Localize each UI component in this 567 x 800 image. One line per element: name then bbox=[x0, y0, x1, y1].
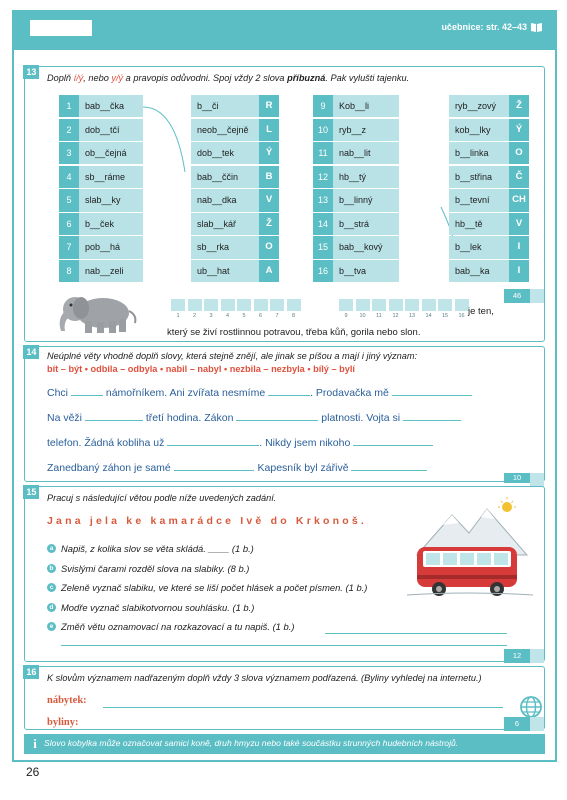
table-row bbox=[449, 119, 529, 141]
row-number: 10 bbox=[313, 119, 333, 141]
table-row bbox=[449, 95, 529, 117]
row-number: 13 bbox=[313, 189, 333, 211]
row-number: 3 bbox=[59, 142, 79, 164]
word-cell[interactable]: bab__čka bbox=[79, 95, 143, 117]
word-cell[interactable]: pob__há bbox=[79, 236, 143, 258]
score-box: 46 bbox=[504, 289, 530, 303]
table-row bbox=[59, 119, 143, 141]
answer-blank[interactable] bbox=[351, 460, 427, 471]
word-cell[interactable]: ryb__z bbox=[333, 119, 399, 141]
task-bullet: b bbox=[47, 564, 56, 573]
answer-blank[interactable] bbox=[167, 435, 259, 446]
word-cell[interactable]: b__lek bbox=[449, 236, 509, 258]
header-bar bbox=[14, 12, 555, 50]
table-row bbox=[449, 166, 529, 188]
table-row bbox=[313, 142, 399, 164]
word-cell[interactable]: dob__tek bbox=[191, 142, 259, 164]
table-row bbox=[449, 236, 529, 258]
word-pairs: bít – být • odbila – odbyla • nabil – nabyl • nezbila – nezbyla • bílý – bylí bbox=[47, 364, 355, 374]
word-cell[interactable]: nab__dka bbox=[191, 189, 259, 211]
answer-blank[interactable] bbox=[268, 385, 310, 396]
slot-number: 8 bbox=[291, 313, 296, 319]
answer-blank[interactable] bbox=[236, 410, 318, 421]
secret-letter: I bbox=[509, 260, 529, 282]
secret-slot[interactable] bbox=[188, 299, 202, 311]
secret-letter: B bbox=[259, 166, 279, 188]
secret-slot[interactable] bbox=[339, 299, 353, 311]
word-cell[interactable]: b__strá bbox=[333, 213, 399, 235]
secret-letter: I bbox=[509, 236, 529, 258]
secret-letter: Ž bbox=[259, 213, 279, 235]
secret-slot[interactable] bbox=[422, 299, 436, 311]
word-cell[interactable]: nab__zeli bbox=[79, 260, 143, 282]
exercise-15 bbox=[24, 486, 545, 662]
word-cell[interactable]: b__střina bbox=[449, 166, 509, 188]
secret-letter: O bbox=[509, 142, 529, 164]
book-icon bbox=[530, 22, 543, 33]
exercise-instruction: Pracuj s následující větou podle níže uvedených zadání. bbox=[47, 493, 277, 503]
exercise-number: 13 bbox=[23, 65, 39, 79]
table-row bbox=[191, 236, 279, 258]
table-row bbox=[191, 95, 279, 117]
sentence-line-2: Na věži třetí hodina. Zákon platnosti. Vojta si bbox=[47, 410, 461, 424]
category-label-herbs: byliny: bbox=[47, 717, 79, 728]
row-number: 9 bbox=[313, 95, 333, 117]
table-row bbox=[59, 142, 143, 164]
row-number: 8 bbox=[59, 260, 79, 282]
task-text: Zeleně vyznač slabiku, ve které se liší počet hlásek a počet písmen. (1 b.) bbox=[61, 582, 368, 593]
slot-number: 10 bbox=[359, 313, 366, 319]
answer-line[interactable] bbox=[103, 707, 503, 708]
textbook-reference: učebnice: str. 42–43 bbox=[441, 22, 527, 32]
slot-number: 9 bbox=[344, 313, 348, 319]
secret-letter: V bbox=[509, 213, 529, 235]
slot-number: 1 bbox=[176, 313, 180, 319]
row-number: 11 bbox=[313, 142, 333, 164]
answer-blank[interactable] bbox=[392, 385, 472, 396]
word-cell[interactable]: b__tevní bbox=[449, 189, 509, 211]
row-number: 6 bbox=[59, 213, 79, 235]
score-box: 10 bbox=[504, 473, 530, 483]
slot-number: 4 bbox=[225, 313, 230, 319]
word-cell[interactable]: neob__čejně bbox=[191, 119, 259, 141]
score-box: 6 bbox=[504, 717, 530, 731]
table-row bbox=[191, 260, 279, 282]
row-number: 5 bbox=[59, 189, 79, 211]
task-text: Svislými čarami rozděl slova na slabiky. (8 b.) bbox=[61, 562, 250, 574]
table-row bbox=[191, 119, 279, 141]
answer-blank[interactable] bbox=[174, 460, 252, 471]
elephant-icon bbox=[51, 289, 143, 335]
table-row bbox=[449, 142, 529, 164]
word-cell[interactable]: sb__rka bbox=[191, 236, 259, 258]
secret-letter: V bbox=[259, 189, 279, 211]
table-row bbox=[313, 236, 399, 258]
secret-letter: O bbox=[259, 236, 279, 258]
answer-line[interactable] bbox=[95, 729, 503, 730]
header-label-box bbox=[30, 20, 92, 36]
word-cell[interactable]: b__linný bbox=[333, 189, 399, 211]
answer-blank[interactable] bbox=[71, 385, 103, 396]
slot-number: 16 bbox=[458, 313, 465, 319]
answer-blank[interactable] bbox=[403, 410, 461, 421]
task-bullet: e bbox=[47, 622, 56, 631]
word-cell[interactable]: b__tva bbox=[333, 260, 399, 282]
word-cell[interactable]: nab__lit bbox=[333, 142, 399, 164]
slot-number: 3 bbox=[209, 313, 213, 319]
exercise-instruction: Doplň í/ý, nebo y/ý a pravopis odůvodni. Spoj vždy 2 slova příbuzná. Pak vylušti tajenku. bbox=[47, 73, 410, 83]
exercise-13 bbox=[24, 66, 545, 342]
answer-line[interactable] bbox=[325, 633, 507, 634]
row-number: 15 bbox=[313, 236, 333, 258]
secret-letter: Ý bbox=[259, 142, 279, 164]
globe-icon bbox=[519, 695, 543, 719]
word-cell[interactable]: bab__ka bbox=[449, 260, 509, 282]
bus-icon bbox=[407, 495, 533, 611]
table-row bbox=[313, 189, 399, 211]
exercise-instruction: Neúplné věty vhodně doplň slovy, která stejně znějí, ale jinak se píšou a mají i jiný význam: bbox=[47, 351, 418, 361]
sentence-line-4: Zanedbaný záhon je samé . Kapesník byl zářivě bbox=[47, 460, 427, 474]
secret-slot[interactable] bbox=[254, 299, 268, 311]
table-row bbox=[449, 213, 529, 235]
table-row bbox=[449, 189, 529, 211]
category-label-furniture: nábytek: bbox=[47, 695, 87, 706]
secret-slot[interactable] bbox=[221, 299, 235, 311]
table-row bbox=[449, 260, 529, 282]
row-number: 2 bbox=[59, 119, 79, 141]
row-number: 14 bbox=[313, 213, 333, 235]
secret-slot[interactable] bbox=[455, 299, 469, 311]
answer-line[interactable] bbox=[61, 645, 507, 646]
secret-letter: A bbox=[259, 260, 279, 282]
table-row bbox=[59, 236, 143, 258]
slot-number: 14 bbox=[425, 313, 432, 319]
slot-number: 6 bbox=[258, 313, 263, 319]
table-column-2 bbox=[191, 95, 279, 284]
exercise-number: 14 bbox=[23, 345, 39, 359]
riddle-text-b: který se živí rostlinnou potravou, třeba kůň, gorila nebo slon. bbox=[167, 327, 421, 338]
slot-number: 7 bbox=[275, 313, 279, 319]
table-row bbox=[59, 95, 143, 117]
slot-number: 2 bbox=[192, 313, 197, 319]
exercise-number: 15 bbox=[23, 485, 39, 499]
word-cell[interactable]: b__linka bbox=[449, 142, 509, 164]
table-row bbox=[191, 213, 279, 235]
slot-number: 5 bbox=[242, 313, 246, 319]
word-cell[interactable]: kob__lky bbox=[449, 119, 509, 141]
task-text: Modře vyznač slabikotvornou souhlásku. (1 b.) bbox=[61, 601, 255, 613]
row-number: 12 bbox=[313, 166, 333, 188]
table-row bbox=[313, 213, 399, 235]
task-text: Změň větu oznamovací na rozkazovací a tu napiš. (1 b.) bbox=[61, 621, 295, 632]
exercise-14 bbox=[24, 346, 545, 482]
secret-slot[interactable] bbox=[171, 299, 185, 311]
slot-number: 12 bbox=[392, 313, 399, 319]
slot-number: 11 bbox=[376, 313, 382, 319]
score-box: 12 bbox=[504, 649, 530, 663]
task-bullet: d bbox=[47, 603, 56, 612]
secret-slot[interactable] bbox=[270, 299, 284, 311]
table-column-3 bbox=[313, 95, 399, 284]
task-bullet: c bbox=[47, 583, 56, 592]
info-note bbox=[24, 734, 545, 754]
info-icon: i bbox=[33, 736, 37, 751]
word-cell[interactable]: dob__tčí bbox=[79, 119, 143, 141]
table-row bbox=[313, 260, 399, 282]
word-cell[interactable]: ryb__zový bbox=[449, 95, 509, 117]
task-bullet: a bbox=[47, 544, 56, 553]
table-row bbox=[313, 166, 399, 188]
word-cell[interactable]: b__ček bbox=[79, 213, 143, 235]
secret-letter: L bbox=[259, 119, 279, 141]
word-cell[interactable]: Kob__li bbox=[333, 95, 399, 117]
secret-letter: Ž bbox=[509, 95, 529, 117]
page-number: 26 bbox=[26, 765, 40, 779]
sentence-line-3: telefon. Žádná kobliha už . Nikdy jsem nikoho bbox=[47, 435, 433, 449]
secret-slot[interactable] bbox=[372, 299, 386, 311]
word-cell[interactable]: hb__tý bbox=[333, 166, 399, 188]
row-number: 1 bbox=[59, 95, 79, 117]
info-text: Slovo kobylka může označovat samici koně, druh hmyzu nebo také součástku strunných hudebních nástrojů. bbox=[44, 738, 459, 748]
task-text: Napiš, z kolika slov se věta skládá. ____ (1 b.) bbox=[61, 543, 254, 554]
target-sentence: Jana jela ke kamarádce Ivě do Krkonoš. bbox=[47, 515, 368, 527]
word-cell[interactable]: bab__kový bbox=[333, 236, 399, 258]
exercise-16 bbox=[24, 666, 545, 730]
word-cell[interactable]: ub__hat bbox=[191, 260, 259, 282]
exercise-instruction: K slovům významem nadřazeným doplň vždy 3 slova významem podřazená. (Byliny vyhledej na internetu.) bbox=[47, 673, 482, 683]
secret-slot[interactable] bbox=[287, 299, 301, 311]
word-cell[interactable]: bab__ččin bbox=[191, 166, 259, 188]
table-row bbox=[59, 189, 143, 211]
word-cell[interactable]: b__či bbox=[191, 95, 259, 117]
word-cell[interactable]: sb__ráme bbox=[79, 166, 143, 188]
slot-number: 15 bbox=[441, 313, 449, 319]
word-cell[interactable]: hb__tě bbox=[449, 213, 509, 235]
word-cell[interactable]: slab__kář bbox=[191, 213, 259, 235]
table-row bbox=[191, 189, 279, 211]
riddle-text-a: je ten, bbox=[468, 306, 494, 317]
secret-slot[interactable] bbox=[204, 299, 218, 311]
answer-blank[interactable] bbox=[85, 410, 143, 421]
table-row bbox=[313, 95, 399, 117]
secret-slot[interactable] bbox=[356, 299, 370, 311]
row-number: 7 bbox=[59, 236, 79, 258]
sentence-line-1: Chci námořníkem. Ani zvířata nesmíme . Prodavačka mě bbox=[47, 385, 472, 399]
table-row bbox=[59, 260, 143, 282]
secret-letter: Ý bbox=[509, 119, 529, 141]
table-column-4 bbox=[449, 95, 529, 284]
table-row bbox=[59, 166, 143, 188]
table-row bbox=[313, 119, 399, 141]
secret-letter: CH bbox=[509, 189, 529, 211]
table-column-1 bbox=[59, 95, 143, 284]
table-row bbox=[191, 166, 279, 188]
word-cell[interactable]: slab__ky bbox=[79, 189, 143, 211]
row-number: 4 bbox=[59, 166, 79, 188]
secret-letter: Č bbox=[509, 166, 529, 188]
row-number: 16 bbox=[313, 260, 333, 282]
secret-letter: R bbox=[259, 95, 279, 117]
secret-slot[interactable] bbox=[438, 299, 452, 311]
secret-slot[interactable] bbox=[237, 299, 251, 311]
table-row bbox=[191, 142, 279, 164]
page-frame bbox=[12, 10, 557, 762]
answer-blank[interactable] bbox=[353, 435, 433, 446]
secret-slot[interactable] bbox=[405, 299, 419, 311]
slot-number: 13 bbox=[408, 313, 416, 319]
secret-slot[interactable] bbox=[389, 299, 403, 311]
word-cell[interactable]: ob__čejná bbox=[79, 142, 143, 164]
table-row bbox=[59, 213, 143, 235]
exercise-number: 16 bbox=[23, 665, 39, 679]
